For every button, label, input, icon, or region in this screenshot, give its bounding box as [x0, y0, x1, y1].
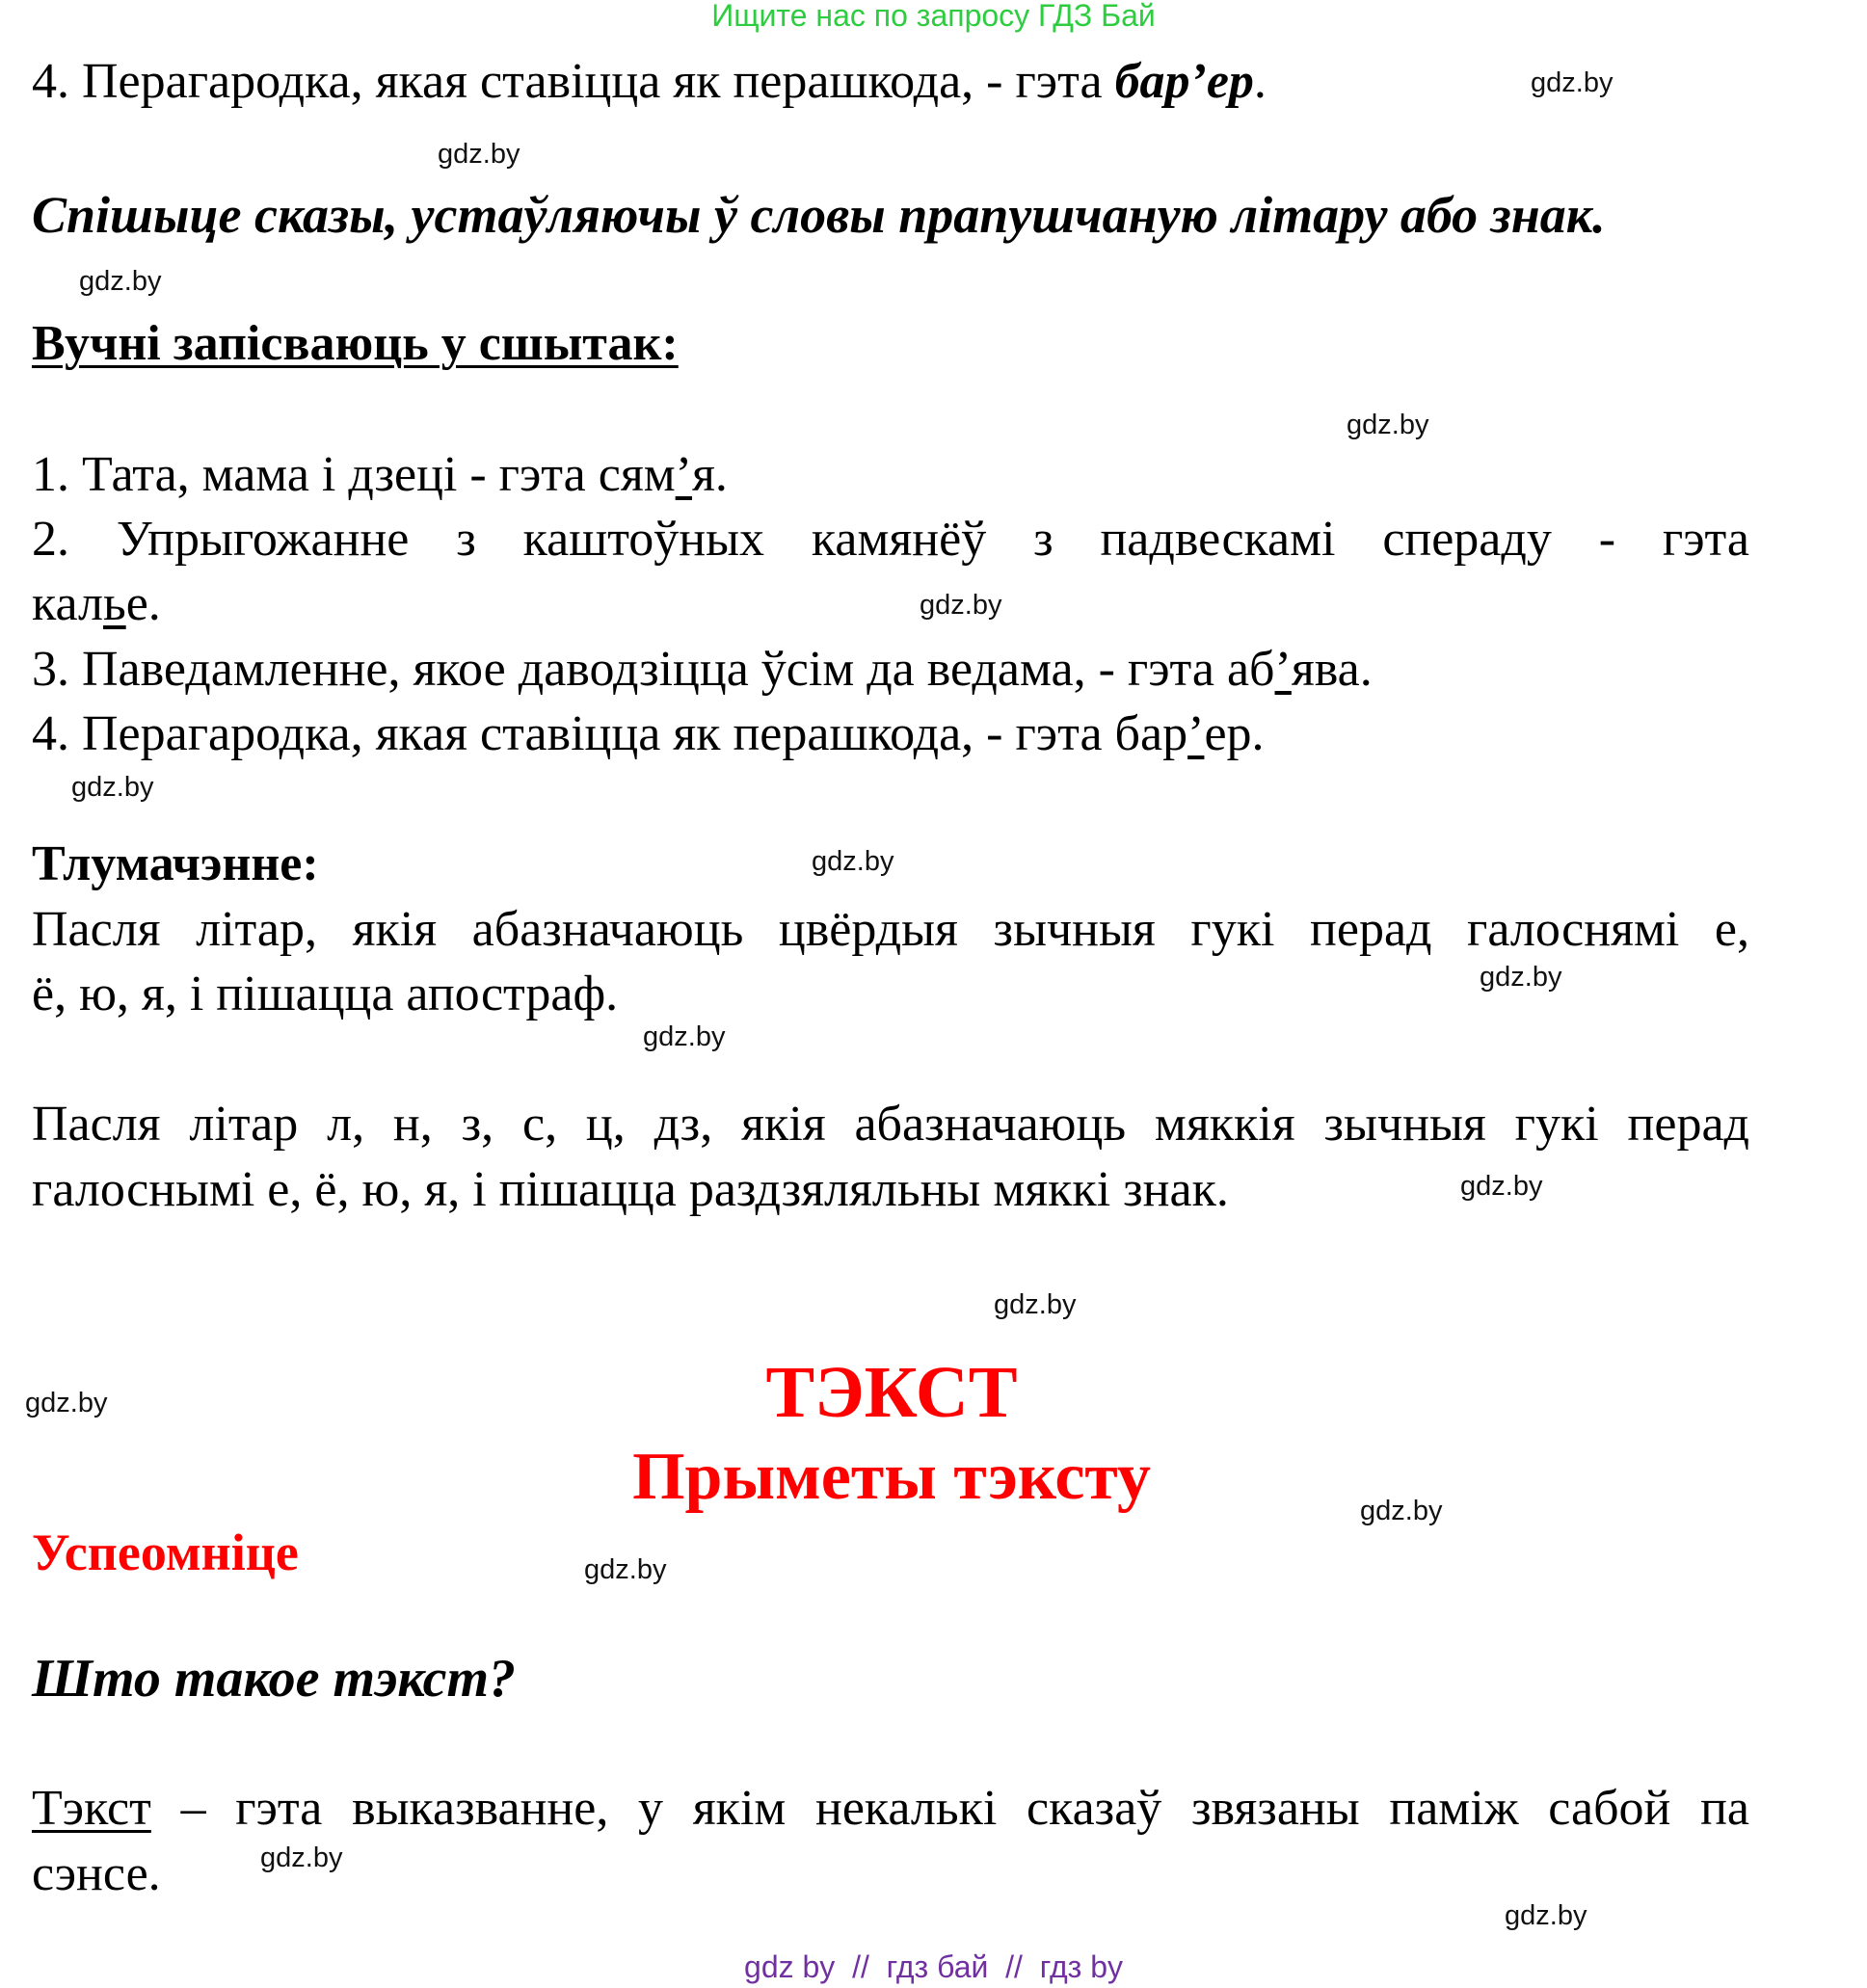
previous-line [32, 53, 1267, 111]
notebook-line-4 [32, 705, 1265, 763]
question-heading: Што такое тэкст? [32, 1649, 517, 1709]
watermark: gdz.by [1531, 67, 1614, 98]
line-text: ер. [1204, 706, 1265, 761]
top-banner: Ищите нас по запросу ГДЗ Бай [711, 0, 1156, 33]
previous-line-word: бар’ер [1114, 54, 1254, 109]
line-text: я. [691, 447, 728, 502]
task-instruction: Спішыце сказы, устаўляючы ў словы прапушчаную літару або знак. [32, 186, 1606, 244]
footer-links: gdz by // гдз бай // гдз by [744, 1949, 1123, 1984]
watermark: gdz.by [1460, 1171, 1543, 1202]
watermark: gdz.by [812, 846, 894, 877]
watermark: gdz.by [643, 1021, 726, 1052]
notebook-line-2: 2. Упрыгожанне з каштоўных камянёў з падвескамі спераду - гэта [32, 512, 1749, 567]
watermark: gdz.by [438, 139, 520, 170]
notebook-line-1 [32, 446, 728, 504]
line-text: 4. Перагародка, якая ставіцца як перашкода, - гэта бар [32, 706, 1188, 761]
inserted-mark: ’ [675, 447, 692, 502]
explanation-p1-line2: ё, ю, я, і пішацца апостраф. [32, 967, 619, 1021]
notebook-line-2-cont [32, 575, 161, 633]
line-text: е. [125, 576, 161, 631]
watermark: gdz.by [1347, 410, 1429, 440]
previous-line-prefix: 4. Перагародка, якая ставіцца як перашкода, - гэта [32, 54, 1115, 109]
watermark: gdz.by [584, 1554, 667, 1585]
explanation-p1-line1: Пасля літар, якія абазначаюць цвёрдыя зычныя гукі перад галоснямі е, [32, 902, 1749, 957]
definition-line1 [32, 1780, 1749, 1838]
inserted-mark: ь [102, 576, 126, 631]
definition-term: Тэкст [32, 1781, 151, 1836]
notebook-line-3 [32, 641, 1373, 699]
remember-heading: Успеомніце [32, 1524, 299, 1581]
line-text: 3. Паведамленне, якое даводзіцца ўсім да ведама, - гэта аб [32, 642, 1275, 697]
watermark: gdz.by [1360, 1496, 1443, 1526]
notebook-heading: Вучні запісваюць у сшытак: [32, 316, 679, 371]
watermark: gdz.by [71, 772, 154, 803]
explanation-p2-line1: Пасля літар л, н, з, с, ц, дз, якія абазначаюць мяккія зычныя гукі перад [32, 1097, 1749, 1152]
watermark: gdz.by [260, 1842, 343, 1873]
section-title: ТЭКСТ [765, 1352, 1018, 1433]
watermark: gdz.by [994, 1289, 1077, 1320]
definition-line2: сэнсе. [32, 1846, 161, 1901]
inserted-mark: ’ [1187, 706, 1205, 761]
watermark: gdz.by [25, 1388, 108, 1418]
previous-line-suffix: . [1253, 54, 1267, 109]
watermark: gdz.by [1480, 962, 1562, 993]
line-text: 1. Тата, мама і дзеці - гэта сям [32, 447, 676, 502]
definition-rest: – гэта выказванне, у якім некалькі сказаў звязаны паміж сабой па [150, 1781, 1749, 1836]
line-text: ява. [1291, 642, 1373, 697]
explanation-p2-line2: галоснымі е, ё, ю, я, і пішацца раздзяляльны мяккі знак. [32, 1162, 1229, 1217]
line-text: кал [32, 576, 103, 631]
watermark: gdz.by [1505, 1900, 1587, 1931]
watermark: gdz.by [79, 266, 162, 297]
section-subtitle: Прыметы тэксту [632, 1440, 1151, 1514]
explanation-heading: Тлумачэнне: [32, 836, 319, 891]
inserted-mark: ’ [1274, 642, 1292, 697]
watermark: gdz.by [920, 590, 1002, 621]
